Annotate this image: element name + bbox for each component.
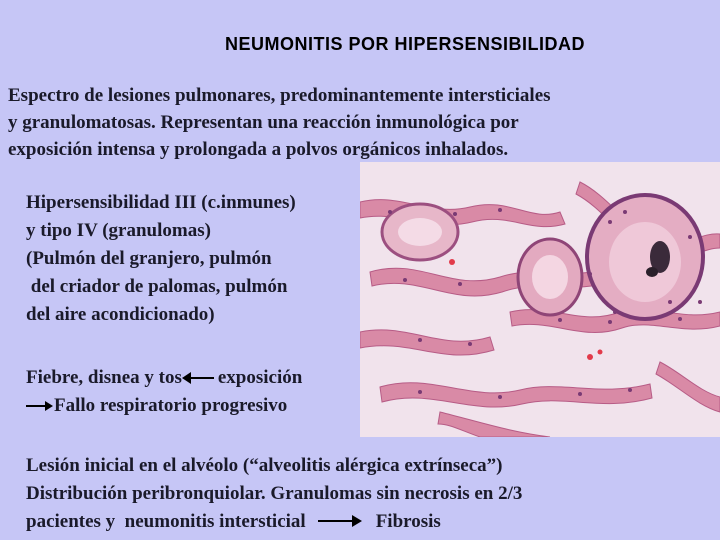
block3-line: Distribución peribronquiolar. Granulomas sin necrosis en 2/3 [26, 483, 523, 504]
symptoms-text: Fiebre, disnea y tos [26, 367, 182, 388]
symptoms-block [26, 364, 302, 420]
histology-micrograph-image [360, 162, 720, 437]
block3-line: pacientes y neumonitis intersticial [26, 511, 306, 532]
arrow-right-icon [318, 520, 358, 522]
block1-line: del aire acondicionado) [26, 304, 215, 325]
block1-line: del criador de palomas, pulmón [26, 276, 288, 297]
intro-line: exposición intensa y prolongada a polvos orgánicos inhalados. [8, 139, 509, 160]
block1-line: Hipersensibilidad III (c.inmunes) [26, 192, 296, 213]
respiratory-failure-text: Fallo respiratorio progresivo [54, 395, 288, 416]
block3-line: Lesión inicial en el alvéolo (“alveolitis alérgica extrínseca”) [26, 455, 503, 476]
intro-paragraph [8, 82, 713, 163]
exposure-text: exposición [217, 367, 303, 388]
block1-line: y tipo IV (granulomas) [26, 220, 211, 241]
fibrosis-text: Fibrosis [375, 511, 441, 532]
arrow-right-icon [26, 405, 50, 407]
lesion-description-block [26, 452, 716, 536]
intro-line: Espectro de lesiones pulmonares, predominantemente intersticiales [8, 85, 551, 106]
hypersensitivity-types-block [26, 189, 296, 329]
block1-line: (Pulmón del granjero, pulmón [26, 248, 272, 269]
slide-title: NEUMONITIS POR HIPERSENSIBILIDAD [224, 34, 586, 54]
intro-line: y granulomatosas. Representan una reacción inmunológica por [8, 112, 519, 133]
arrow-left-icon [184, 377, 214, 379]
